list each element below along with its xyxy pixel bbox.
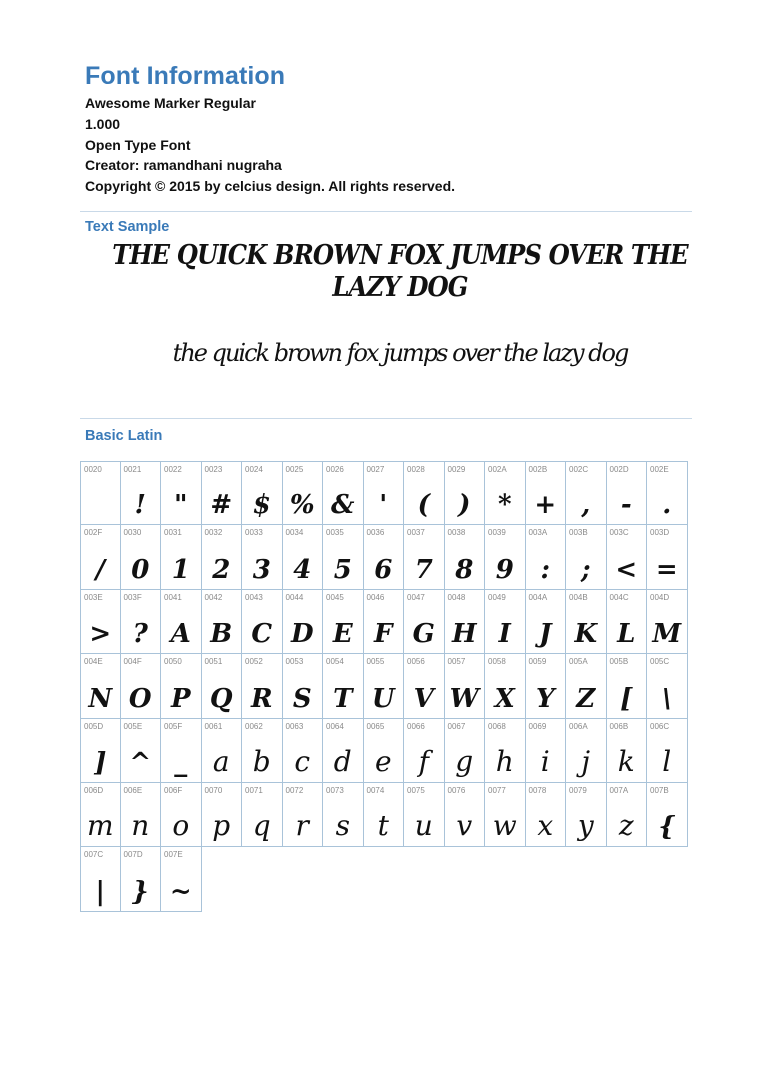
page-title: Font Information: [85, 62, 286, 90]
glyph-cell: [121, 847, 162, 911]
glyph-code: 0079: [569, 785, 587, 795]
glyph-char: u: [414, 809, 433, 843]
glyph-code: 0038: [447, 528, 466, 538]
glyph-code: 0072: [285, 785, 304, 795]
glyph-char: 4: [293, 554, 312, 585]
glyph-cell: [445, 719, 486, 783]
glyph-code: 0062: [245, 721, 263, 731]
glyph-cell: [526, 783, 567, 847]
glyph-cell: [607, 525, 648, 589]
glyph-cell: [121, 590, 162, 654]
glyph-cell: [364, 654, 405, 718]
glyph-char: D: [290, 619, 314, 650]
glyph-cell: [566, 461, 607, 525]
glyph-cell: [404, 654, 445, 718]
glyph-code: 0076: [447, 785, 466, 795]
glyph-code: 005B: [609, 657, 629, 667]
glyph-cell: [364, 590, 405, 654]
glyph-char: B: [210, 619, 233, 650]
glyph-cell: [323, 525, 364, 589]
glyph-char: $: [252, 490, 271, 521]
glyph-char: 5: [333, 554, 352, 585]
glyph-cell: [121, 654, 162, 718]
glyph-char: ,: [581, 490, 591, 521]
glyph-code: 0031: [164, 528, 182, 538]
glyph-cell: [202, 590, 243, 654]
glyph-char: j: [581, 744, 591, 778]
glyph-code: 0036: [366, 528, 385, 538]
glyph-cell: [485, 461, 526, 525]
glyph-char: N: [88, 683, 113, 714]
glyph-char: a: [212, 744, 230, 778]
glyph-cell: [161, 654, 202, 718]
glyph-code: 0066: [407, 721, 425, 731]
glyph-code: 006A: [569, 721, 588, 731]
glyph-code: 007E: [164, 850, 183, 860]
glyph-cell: [202, 525, 243, 589]
glyph-cell: [526, 461, 567, 525]
glyph-code: 0067: [447, 721, 466, 731]
glyph-char: n: [131, 809, 150, 843]
glyph-char: V: [413, 683, 434, 714]
glyph-cell: [80, 654, 121, 718]
glyph-char: q: [252, 809, 271, 843]
glyph-char: J: [539, 619, 552, 650]
glyph-cell: [647, 461, 688, 525]
glyph-cell: [161, 590, 202, 654]
glyph-char: 7: [414, 554, 433, 585]
glyph-char: E: [332, 619, 353, 650]
glyph-cell: [283, 783, 324, 847]
glyph-code: 005C: [650, 657, 670, 667]
glyph-char: o: [172, 809, 190, 843]
glyph-cell: [445, 590, 486, 654]
glyph-cell: [647, 654, 688, 718]
glyph-code: 0023: [204, 465, 223, 474]
glyph-cell: [485, 654, 526, 718]
glyph-char: [: [620, 683, 633, 714]
glyph-cell: [323, 783, 364, 847]
glyph-code: 0059: [528, 657, 547, 667]
glyph-code: 002E: [650, 465, 669, 474]
glyph-code: 0022: [164, 465, 182, 474]
glyph-code: 002A: [488, 465, 507, 474]
glyph-code: 0057: [447, 657, 466, 667]
glyph-code: 0071: [245, 785, 263, 795]
glyph-char: 1: [171, 554, 190, 585]
glyph-cell: [485, 525, 526, 589]
glyph-char: C: [251, 619, 273, 650]
glyph-char: R: [250, 683, 273, 714]
glyph-cell: [80, 590, 121, 654]
glyph-cell: [80, 461, 121, 525]
glyph-cell: [121, 461, 162, 525]
glyph-cell: [323, 654, 364, 718]
section-divider: [80, 418, 692, 419]
glyph-code: 0063: [285, 721, 304, 731]
glyph-code: 0070: [204, 785, 223, 795]
glyph-char: 9: [495, 554, 514, 585]
glyph-cell: [566, 719, 607, 783]
glyph-char: I: [498, 619, 511, 650]
glyph-char: ): [458, 490, 471, 521]
glyph-char: Y: [535, 683, 555, 714]
glyph-cell: [566, 525, 607, 589]
glyph-cell: [161, 461, 202, 525]
glyph-char: 2: [212, 554, 231, 585]
glyph-char: M: [652, 619, 682, 650]
glyph-cell: [647, 719, 688, 783]
glyph-char: 0: [131, 554, 150, 585]
glyph-char: |: [95, 876, 105, 907]
glyph-char: =: [655, 554, 678, 585]
glyph-code: 002B: [528, 465, 548, 474]
glyph-code: 0051: [204, 657, 223, 667]
glyph-char: Z: [576, 683, 596, 714]
glyph-code: 0065: [366, 721, 385, 731]
glyph-cell: [526, 719, 567, 783]
glyph-cell: [445, 783, 486, 847]
glyph-cell: [607, 783, 648, 847]
glyph-char: .: [662, 490, 672, 521]
glyph-char: z: [618, 809, 634, 843]
glyph-code: 005E: [123, 721, 143, 731]
glyph-char: #: [210, 490, 233, 521]
font-creator: Creator: ramandhani nugraha: [85, 157, 282, 173]
glyph-code: 005D: [84, 721, 104, 731]
glyph-code: 003D: [650, 528, 670, 538]
glyph-cell: [202, 654, 243, 718]
glyph-cell: [404, 590, 445, 654]
glyph-code: 007D: [123, 850, 143, 860]
glyph-cell: [242, 525, 283, 589]
glyph-cell: [283, 461, 324, 525]
glyph-char: v: [456, 809, 473, 843]
glyph-char: !: [134, 490, 146, 521]
glyph-cell: [526, 654, 567, 718]
glyph-char: T: [333, 683, 353, 714]
glyph-code: 0078: [528, 785, 547, 795]
glyph-char: S: [292, 683, 312, 714]
glyph-char: ~: [169, 876, 192, 907]
glyph-code: 006D: [84, 785, 104, 795]
glyph-char: l: [662, 744, 672, 778]
glyph-code: 0037: [407, 528, 425, 538]
glyph-char: U: [371, 683, 395, 714]
glyph-char: %: [289, 490, 315, 521]
glyph-cell: [202, 783, 243, 847]
glyph-char: ;: [580, 554, 591, 585]
glyph-code: 0049: [488, 592, 506, 602]
glyph-code: 004D: [650, 592, 670, 602]
glyph-cell: [485, 590, 526, 654]
glyph-char: -: [620, 490, 632, 521]
glyph-cell: [121, 525, 162, 589]
uppercase-sample: THE QUICK BROWN FOX JUMPS OVER THE LAZY DOG: [112, 240, 688, 303]
glyph-char: w: [492, 809, 517, 843]
glyph-code: 003C: [609, 528, 629, 538]
glyph-code: 0034: [285, 528, 304, 538]
glyph-cell: [80, 847, 121, 911]
glyph-cell: [526, 590, 567, 654]
glyph-code: 004E: [84, 657, 103, 667]
glyph-code: 0027: [366, 465, 385, 474]
lowercase-sample: the quick brown fox jumps over the lazy dog: [172, 339, 628, 367]
glyph-code: 0050: [164, 657, 182, 667]
glyph-code: 003E: [84, 592, 103, 602]
glyph-char: ?: [132, 619, 148, 650]
glyph-char: <: [615, 554, 638, 585]
glyph-cell: [566, 654, 607, 718]
glyph-char: L: [617, 619, 636, 650]
glyph-cell: [607, 461, 648, 525]
font-name: Awesome Marker Regular: [85, 95, 256, 111]
glyph-code: 0073: [326, 785, 344, 795]
glyph-char: {: [658, 812, 676, 843]
glyph-code: 0075: [407, 785, 425, 795]
glyph-cell: [647, 783, 688, 847]
glyph-code: 007A: [609, 785, 629, 795]
glyph-code: 0041: [164, 592, 182, 602]
glyph-char: r: [295, 809, 309, 843]
glyph-cell: [364, 783, 405, 847]
glyph-code: 0054: [326, 657, 344, 667]
glyph-code: 0053: [285, 657, 304, 667]
glyph-cell: [404, 719, 445, 783]
glyph-cell: [80, 783, 121, 847]
glyph-code: 0077: [488, 785, 506, 795]
glyph-char: K: [574, 619, 598, 650]
glyph-code: 0047: [407, 592, 425, 602]
glyph-cell: [404, 461, 445, 525]
glyph-char: c: [294, 744, 311, 778]
glyph-cell: [283, 719, 324, 783]
glyph-code: 0039: [488, 528, 506, 538]
glyph-cell: [364, 719, 405, 783]
glyph-code: 0061: [204, 721, 223, 731]
glyph-char: ]: [94, 747, 107, 778]
glyph-code: 006C: [650, 721, 670, 731]
glyph-cell: [283, 654, 324, 718]
glyph-code: 0035: [326, 528, 344, 538]
glyph-char: i: [540, 744, 550, 778]
glyph-char: b: [252, 744, 271, 778]
glyph-cell: [404, 783, 445, 847]
glyph-code: 0055: [366, 657, 385, 667]
glyph-char: g: [455, 744, 474, 778]
font-copyright: Copyright © 2015 by celcius design. All rights reserved.: [85, 178, 456, 194]
glyph-cell: [404, 525, 445, 589]
glyph-cell: [607, 654, 648, 718]
glyph-char: :: [540, 554, 551, 585]
basic-latin-heading: Basic Latin: [85, 428, 163, 444]
glyph-cell: [485, 719, 526, 783]
glyph-cell: [202, 461, 243, 525]
glyph-char: s: [335, 809, 350, 843]
font-version: 1.000: [85, 116, 121, 132]
glyph-code: 0074: [366, 785, 385, 795]
glyph-cell: [323, 719, 364, 783]
glyph-grid: [80, 461, 688, 912]
glyph-code: 0033: [245, 528, 263, 538]
glyph-char: 6: [374, 554, 393, 585]
glyph-code: 006B: [609, 721, 629, 731]
glyph-cell: [445, 525, 486, 589]
glyph-code: 007B: [650, 785, 669, 795]
glyph-char: m: [86, 809, 114, 843]
glyph-cell: [161, 719, 202, 783]
glyph-code: 0021: [123, 465, 142, 474]
glyph-code: 0064: [326, 721, 344, 731]
glyph-char: h: [495, 744, 514, 778]
glyph-code: 0020: [84, 465, 102, 474]
glyph-code: 0032: [204, 528, 223, 538]
glyph-cell: [647, 525, 688, 589]
glyph-cell: [283, 590, 324, 654]
glyph-char: k: [617, 744, 635, 778]
glyph-code: 006F: [164, 785, 183, 795]
glyph-code: 0029: [447, 465, 466, 474]
glyph-char: A: [170, 619, 191, 650]
glyph-code: 004F: [123, 657, 142, 667]
glyph-code: 0024: [245, 465, 263, 474]
glyph-cell: [242, 461, 283, 525]
glyph-char: _: [174, 747, 188, 778]
glyph-char: G: [412, 619, 435, 650]
glyph-char: p: [212, 809, 231, 843]
glyph-cell: [364, 525, 405, 589]
glyph-cell: [526, 525, 567, 589]
section-divider: [80, 211, 692, 212]
glyph-code: 0068: [488, 721, 506, 731]
glyph-code: 0045: [326, 592, 344, 602]
glyph-char: W: [449, 683, 479, 714]
glyph-code: 002F: [84, 528, 103, 538]
glyph-cell: [323, 461, 364, 525]
glyph-code: 0046: [366, 592, 385, 602]
glyph-cell: [202, 719, 243, 783]
glyph-code: 004B: [569, 592, 588, 602]
glyph-cell: [80, 719, 121, 783]
glyph-char: x: [537, 809, 554, 843]
glyph-code: 004A: [528, 592, 548, 602]
glyph-code: 003B: [569, 528, 588, 538]
glyph-char: 3: [252, 554, 271, 585]
glyph-cell: [323, 590, 364, 654]
glyph-char: /: [95, 554, 105, 585]
glyph-code: 0042: [204, 592, 223, 602]
glyph-code: 003F: [123, 592, 142, 602]
font-type: Open Type Font: [85, 137, 191, 153]
glyph-char: F: [374, 619, 393, 650]
glyph-cell: [121, 783, 162, 847]
glyph-cell: [445, 461, 486, 525]
glyph-char: ^: [129, 747, 152, 778]
glyph-char: t: [377, 809, 389, 843]
glyph-cell: [445, 654, 486, 718]
glyph-cell: [242, 783, 283, 847]
glyph-char: 8: [455, 554, 474, 585]
glyph-char: (: [417, 490, 430, 521]
glyph-code: 0028: [407, 465, 425, 474]
glyph-code: 0025: [285, 465, 304, 474]
glyph-code: 0048: [447, 592, 466, 602]
glyph-char: d: [333, 744, 352, 778]
glyph-code: 0030: [123, 528, 142, 538]
glyph-code: 004C: [609, 592, 629, 602]
glyph-cell: [121, 719, 162, 783]
glyph-cell: [242, 719, 283, 783]
glyph-cell: [647, 590, 688, 654]
glyph-cell: [283, 525, 324, 589]
glyph-char: *: [497, 490, 512, 521]
glyph-char: &: [331, 490, 355, 521]
glyph-cell: [364, 461, 405, 525]
glyph-code: 0069: [528, 721, 547, 731]
glyph-char: Q: [209, 683, 233, 714]
glyph-cell: [242, 654, 283, 718]
glyph-code: 0058: [488, 657, 506, 667]
glyph-char: ": [173, 490, 188, 521]
glyph-code: 005F: [164, 721, 183, 731]
glyph-char: X: [494, 683, 515, 714]
glyph-code: 006E: [123, 785, 143, 795]
glyph-cell: [242, 590, 283, 654]
glyph-cell: [485, 783, 526, 847]
glyph-char: P: [170, 683, 191, 714]
glyph-char: >: [89, 619, 112, 650]
glyph-char: e: [374, 744, 392, 778]
glyph-cell: [161, 525, 202, 589]
glyph-code: 002D: [609, 465, 629, 474]
glyph-cell: [161, 847, 202, 911]
glyph-cell: [161, 783, 202, 847]
glyph-code: 0044: [285, 592, 304, 602]
glyph-code: 002C: [569, 465, 589, 474]
glyph-code: 0026: [326, 465, 344, 474]
glyph-char: O: [128, 683, 152, 714]
glyph-code: 007C: [84, 850, 104, 860]
glyph-code: 0056: [407, 657, 425, 667]
glyph-char: ': [379, 490, 388, 521]
glyph-cell: [607, 719, 648, 783]
glyph-char: \: [662, 683, 672, 714]
glyph-code: 005A: [569, 657, 588, 667]
glyph-char: +: [534, 490, 557, 521]
glyph-cell: [566, 783, 607, 847]
glyph-char: f: [418, 744, 429, 778]
glyph-code: 0052: [245, 657, 263, 667]
glyph-code: 003A: [528, 528, 548, 538]
glyph-cell: [607, 590, 648, 654]
text-sample-heading: Text Sample: [85, 219, 170, 235]
glyph-char: y: [577, 809, 594, 843]
glyph-char: }: [131, 876, 149, 907]
glyph-cell: [566, 590, 607, 654]
glyph-code: 0043: [245, 592, 263, 602]
glyph-cell: [80, 525, 121, 589]
glyph-char: H: [451, 619, 477, 650]
